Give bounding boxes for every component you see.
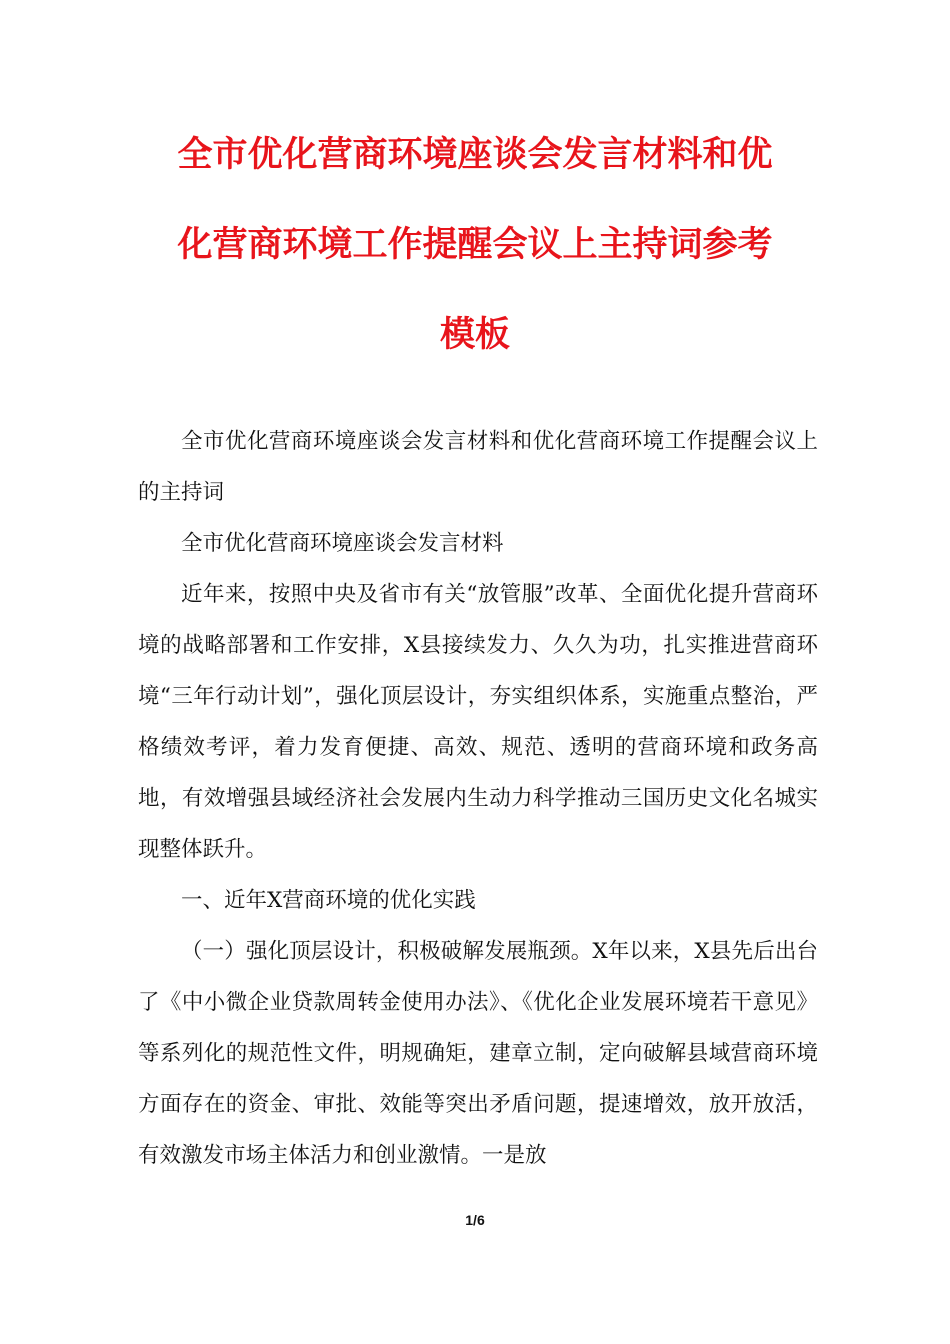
- paragraph-subtitle: 全市优化营商环境座谈会发言材料和优化营商环境工作提醒会议上的主持词: [138, 429, 818, 505]
- title-line-1: 全市优化营商环境座谈会发言材料和优: [177, 135, 773, 175]
- document-title: [120, 110, 830, 380]
- heading-section-1: 一、近年X营商环境的优化实践: [181, 888, 476, 913]
- title-line-2: 化营商环境工作提醒会议上主持词参考: [177, 225, 773, 265]
- paragraph-section-title: 全市优化营商环境座谈会发言材料: [181, 531, 504, 556]
- title-line-3: 模板: [439, 315, 510, 355]
- page-indicator: 1/6: [465, 1212, 485, 1228]
- paragraph-subsection-1: （一）强化顶层设计，积极破解发展瓶颈。X年以来，X县先后出台了《中小微企业贷款周转金使用办法》、《优化企业发展环境若干意见》等系列化的规范性文件，明规确矩，建章立制，定向破解县域营商环境方面存在的资金、审批、效能等突出矛盾问题，提速增效，放开放活，有效激发市场主体活力和创业激情。一是放: [138, 939, 818, 1168]
- paragraph-intro: 近年来，按照中央及省市有关“放管服”改革、全面优化提升营商环境的战略部署和工作安排，X县接续发力、久久为功，扎实推进营商环境“三年行动计划”，强化顶层设计，夯实组织体系，实施重点整治，严格绩效考评，着力发育便捷、高效、规范、透明的营商环境和政务高地，有效增强县域经济社会发展内生动力科学推动三国历史文化名城实现整体跃升。: [138, 582, 818, 862]
- document-body: [138, 416, 818, 1181]
